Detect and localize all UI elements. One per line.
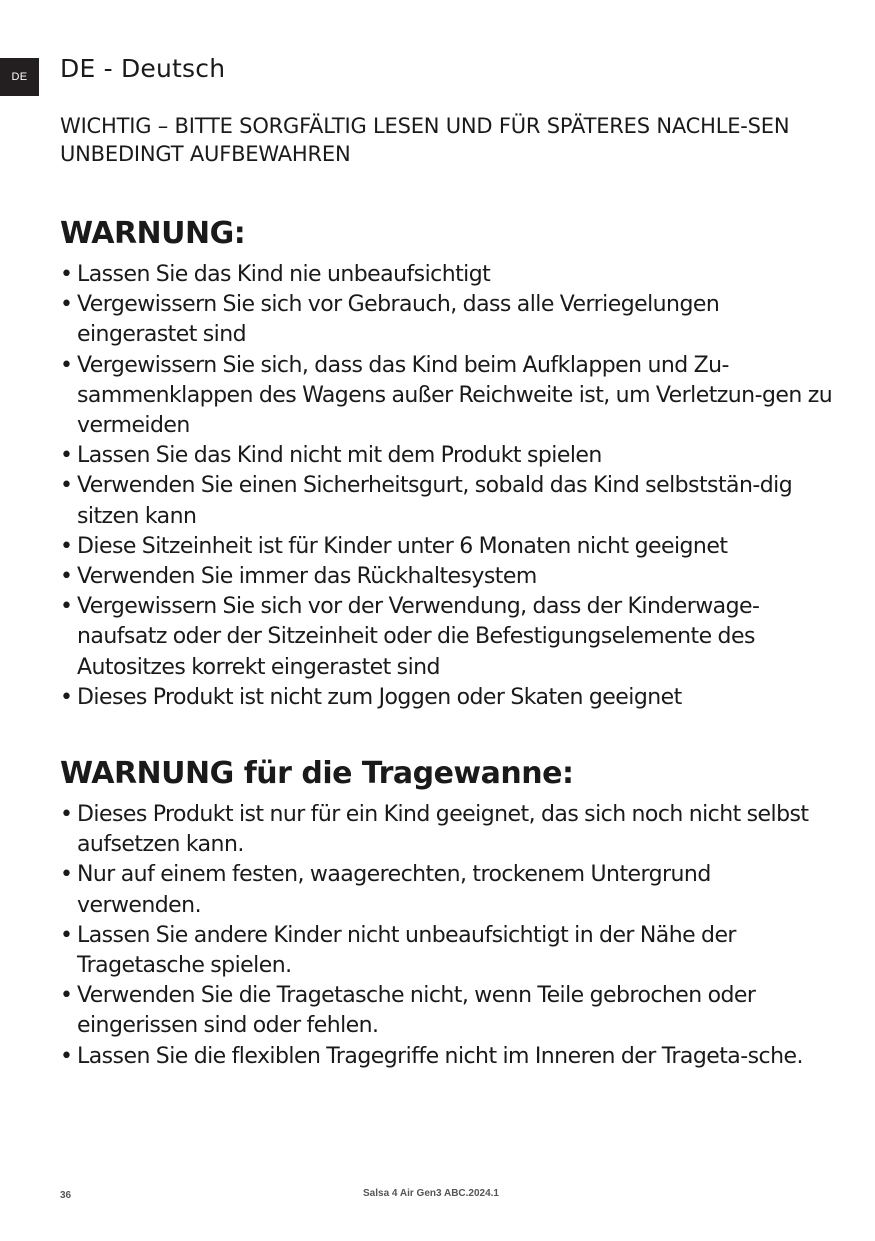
carrycot-warning-heading: WARNUNG für die Tragewanne: xyxy=(60,756,574,791)
warning-item xyxy=(60,532,840,562)
document-id: Salsa 4 Air Gen3 ABC.2024.1 xyxy=(363,1188,499,1199)
carrycot-warning-item xyxy=(60,921,840,981)
warning-item xyxy=(60,351,840,442)
bullet-icon: • xyxy=(60,1043,73,1069)
bullet-icon: • xyxy=(60,533,73,559)
warning-item-text: Diese Sitzeinheit ist für Kinder unter 6 Monaten nicht geeignet xyxy=(77,533,728,559)
bullet-icon: • xyxy=(60,352,73,378)
carrycot-warning-item xyxy=(60,981,840,1041)
warning-item-text: Lassen Sie das Kind nicht mit dem Produkt spielen xyxy=(77,443,602,469)
carrycot-warning-item-text: Dieses Produkt ist nur für ein Kind geeignet, das sich noch nicht selbst aufsetzen kann. xyxy=(77,802,809,858)
bullet-icon: • xyxy=(60,594,73,620)
page-number: 36 xyxy=(60,1190,72,1201)
bullet-icon: • xyxy=(60,262,73,287)
carrycot-warning-list xyxy=(60,800,840,1072)
warning-list xyxy=(60,260,840,713)
bullet-icon: • xyxy=(60,473,73,499)
bullet-icon: • xyxy=(60,802,73,827)
carrycot-warning-item-text: Lassen Sie andere Kinder nicht unbeaufsichtigt in der Nähe der Tragetasche spielen. xyxy=(77,922,736,979)
warning-item-text: Vergewissern Sie sich vor Gebrauch, dass alle Verriegelungen eingerastet sind xyxy=(77,292,720,348)
warning-item-text: Lassen Sie das Kind nie unbeaufsichtigt xyxy=(77,262,491,287)
warning-item xyxy=(60,471,840,531)
warning-item xyxy=(60,441,840,471)
warning-item-text: Dieses Produkt ist nicht zum Joggen oder Skaten geeignet xyxy=(77,684,682,710)
bullet-icon: • xyxy=(60,443,73,469)
bullet-icon: • xyxy=(60,983,73,1009)
warning-item-text: Verwenden Sie immer das Rückhaltesystem xyxy=(77,564,537,590)
warning-item-text: Vergewissern Sie sich, dass das Kind beim Aufklappen und Zu-sammenklappen des Wagens außer Reichweite ist, um Verletzun-gen zu vermeiden xyxy=(77,352,833,439)
bullet-icon: • xyxy=(60,292,73,318)
carrycot-warning-item-text: Verwenden Sie die Tragetasche nicht, wenn Teile gebrochen oder eingerissen sind oder fehlen. xyxy=(77,983,756,1039)
warning-item xyxy=(60,592,840,683)
warning-section xyxy=(60,214,840,713)
bullet-icon: • xyxy=(60,684,73,710)
carrycot-warning-item xyxy=(60,800,840,860)
carrycot-warning-item xyxy=(60,1042,840,1072)
warning-heading: WARNUNG: xyxy=(60,216,246,251)
carrycot-warning-item-text: Nur auf einem festen, waagerechten, trockenem Untergrund verwenden. xyxy=(77,862,711,918)
important-notice: WICHTIG – BITTE SORGFÄLTIG LESEN UND FÜR SPÄTERES NACHLE-SEN UNBEDINGT AUFBEWAHREN xyxy=(60,114,790,166)
warning-item xyxy=(60,562,840,592)
language-title: DE - Deutsch xyxy=(60,54,226,83)
carrycot-warning-section xyxy=(60,754,840,1072)
warning-item xyxy=(60,290,840,350)
language-tab: DE xyxy=(0,58,39,96)
carrycot-warning-item xyxy=(60,860,840,920)
warning-item xyxy=(60,260,840,290)
warning-item-text: Vergewissern Sie sich vor der Verwendung, dass der Kinderwage-naufsatz oder der Sitzeinheit oder die Befestigungselemente des Autositzes korrekt eingerastet sind xyxy=(77,594,760,680)
warning-item-text: Verwenden Sie einen Sicherheitsgurt, sobald das Kind selbststän-dig sitzen kann xyxy=(77,473,793,529)
bullet-icon: • xyxy=(60,922,73,948)
carrycot-warning-item-text: Lassen Sie die flexiblen Tragegriffe nicht im Inneren der Trageta-sche. xyxy=(77,1043,803,1069)
bullet-icon: • xyxy=(60,564,73,590)
warning-item xyxy=(60,683,840,713)
bullet-icon: • xyxy=(60,862,73,888)
